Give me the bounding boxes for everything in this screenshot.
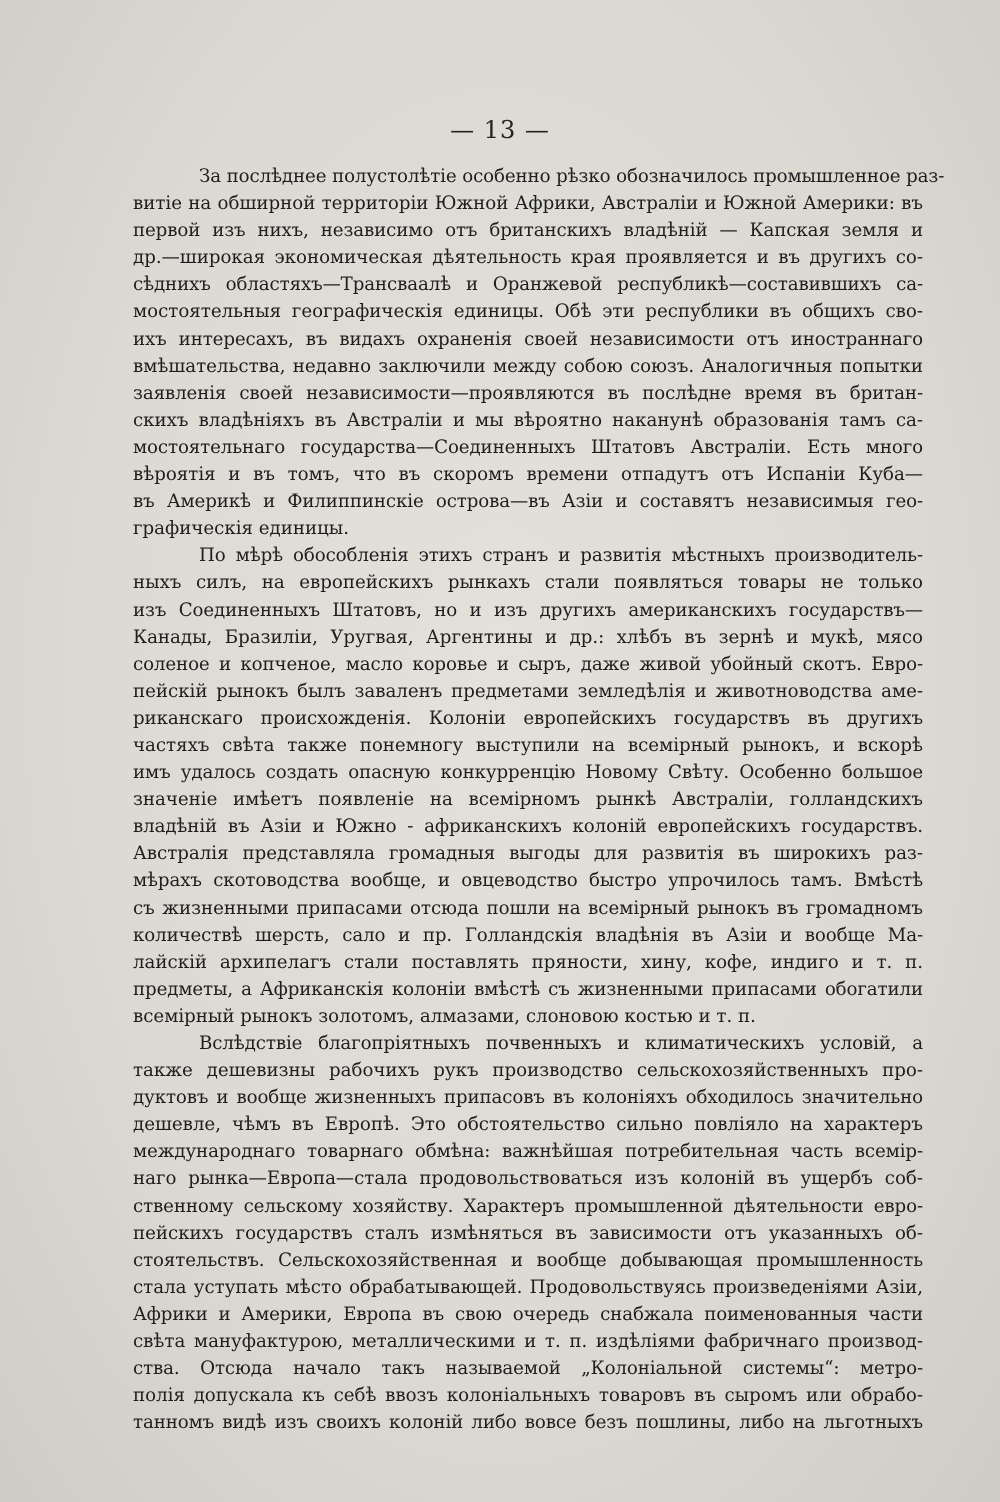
text-line: Вслѣдствіе благопріятныхъ почвенныхъ и климатическихъ условій, а [199,1033,923,1054]
text-line: ственному сельскому хозяйству. Характеръ промышленной дѣятельности евро- [133,1195,923,1217]
text-line: мѣрахъ скотоводства вообще, и овцеводство быстро упрочилось тамъ. Вмѣстѣ [133,870,923,892]
text-line: пейскихъ государствъ сталъ измѣняться въ зависимости отъ указанныхъ об- [133,1222,923,1244]
text-line: Австралія представляла громадныя выгоды для развитія въ широкихъ раз- [133,843,923,865]
text-line: значеніе имѣетъ появленіе на всемірномъ рынкѣ Австраліи, голландскихъ [133,789,923,811]
text-line: графическія единицы. [133,518,350,540]
text-line: предметы, а Африканскія колоніи вмѣстѣ съ жизненными припасами обогатили [133,978,923,1000]
text-line: съ жизненными припасами отсюда пошли на всемірный рынокъ въ громадномъ [133,897,923,919]
text-line: мостоятельнаго государства—Соединенныхъ Штатовъ Австраліи. Есть много [133,436,923,458]
text-line: заявленія своей независимости—проявляются въ послѣдне время въ британ- [133,382,923,404]
text-line: также дешевизны рабочихъ рукъ производство сельскохозяйственныхъ про- [133,1060,923,1082]
text-line: ныхъ силъ, на европейскихъ рынкахъ стали появляться товары не только [133,572,923,594]
text-line: первой изъ нихъ, независимо отъ британскихъ владѣній — Капская земля и [133,220,923,242]
text-line: стоятельствъ. Сельскохозяйственная и вообще добывающая промышленность [133,1249,923,1271]
text-line: количествѣ шерсть, сало и пр. Голландскія владѣнія въ Азіи и вообще Ма- [133,924,923,946]
text-line: дуктовъ и вообще жизненныхъ припасовъ въ колоніяхъ обходилось значительно [133,1087,923,1109]
text-line: владѣній въ Азіи и Южно - африканскихъ колоній европейскихъ государствъ. [133,816,923,838]
text-line: въ Америкѣ и Филиппинскіе острова—въ Азіи и составятъ независимыя гео- [133,491,923,513]
text-line: всемірный рынокъ золотомъ, алмазами, слоновою костью и т. п. [133,1005,756,1027]
text-line: имъ удалось создать опасную конкурренцію Новому Свѣту. Особенно большое [133,762,923,784]
text-line: полія допускала къ себѣ ввозъ колоніальныхъ товаровъ въ сыромъ или обрабо- [133,1385,923,1407]
text-line: Африки и Америки, Европа въ свою очередь снабжала поименованныя части [133,1303,923,1325]
text-line: изъ Соединенныхъ Штатовъ, но и изъ другихъ американскихъ государствъ— [133,599,923,621]
text-line: вѣроятія и въ томъ, что въ скоромъ времени отпадутъ отъ Испаніи Куба— [133,464,923,486]
text-line: частяхъ свѣта также понемногу выступили на всемірный рынокъ, и вскорѣ [133,734,923,756]
text-line: Канады, Бразиліи, Уругвая, Аргентины и др.: хлѣбъ въ зернѣ и мукѣ, мясо [133,626,923,648]
text-line: По мѣрѣ обособленія этихъ странъ и развитія мѣстныхъ производитель- [199,545,923,567]
text-line: ихъ интересахъ, въ видахъ охраненія своей независимости отъ иностраннаго [133,328,923,350]
text-line: наго рынка—Европа—стала продовольствоваться изъ колоній въ ущербъ соб- [133,1168,923,1190]
text-line: соленое и копченое, масло коровье и сыръ, даже живой убойный скотъ. Евро- [133,653,923,675]
text-line: За послѣднее полустолѣтіе особенно рѣзко обозначилось промышленное раз- [199,166,945,187]
text-line: дешевле, чѣмъ въ Европѣ. Это обстоятельство сильно повліяло на характеръ [133,1114,923,1136]
text-line: ства. Отсюда начало такъ называемой „Колоніальной системы“: метро- [133,1358,923,1380]
text-line: риканскаго происхожденія. Колоніи европейскихъ государствъ въ другихъ [133,707,923,729]
text-line: др.—широкая экономическая дѣятельность края проявляется и въ другихъ со- [133,247,923,269]
body-text [133,163,945,1436]
text-line: скихъ владѣніяхъ въ Австраліи и мы вѣроятно наканунѣ образованія тамъ са- [133,409,923,431]
text-line: лайскій архипелагъ стали поставлять пряности, хину, кофе, индиго и т. п. [133,951,923,973]
text-line: сѣднихъ областяхъ—Трансваалѣ и Оранжевой республикѣ—составившихъ са- [133,274,923,296]
text-line: танномъ видѣ изъ своихъ колоній либо вовсе безъ пошлины, либо на льготныхъ [133,1412,923,1434]
text-line: свѣта мануфактурою, металлическими и т. п. издѣліями фабричнаго производ- [133,1331,923,1353]
text-line: стала уступать мѣсто обрабатывающей. Продовольствуясь произведеніями Азіи, [133,1276,923,1298]
text-line: мостоятельныя географическія единицы. Обѣ эти республики въ общихъ сво- [133,301,923,323]
text-line: витіе на обширной территоріи Южной Африки, Австраліи и Южной Америки: въ [133,193,923,215]
text-line: международнаго товарнаго обмѣна: важнѣйшая потребительная часть всемір- [133,1141,923,1163]
text-line: вмѣшательства, недавно заключили между собою союзъ. Аналогичныя попытки [133,355,923,377]
page-number: — 13 — [450,116,550,144]
text-line: пейскій рынокъ былъ заваленъ предметами земледѣлія и животноводства аме- [133,680,923,702]
